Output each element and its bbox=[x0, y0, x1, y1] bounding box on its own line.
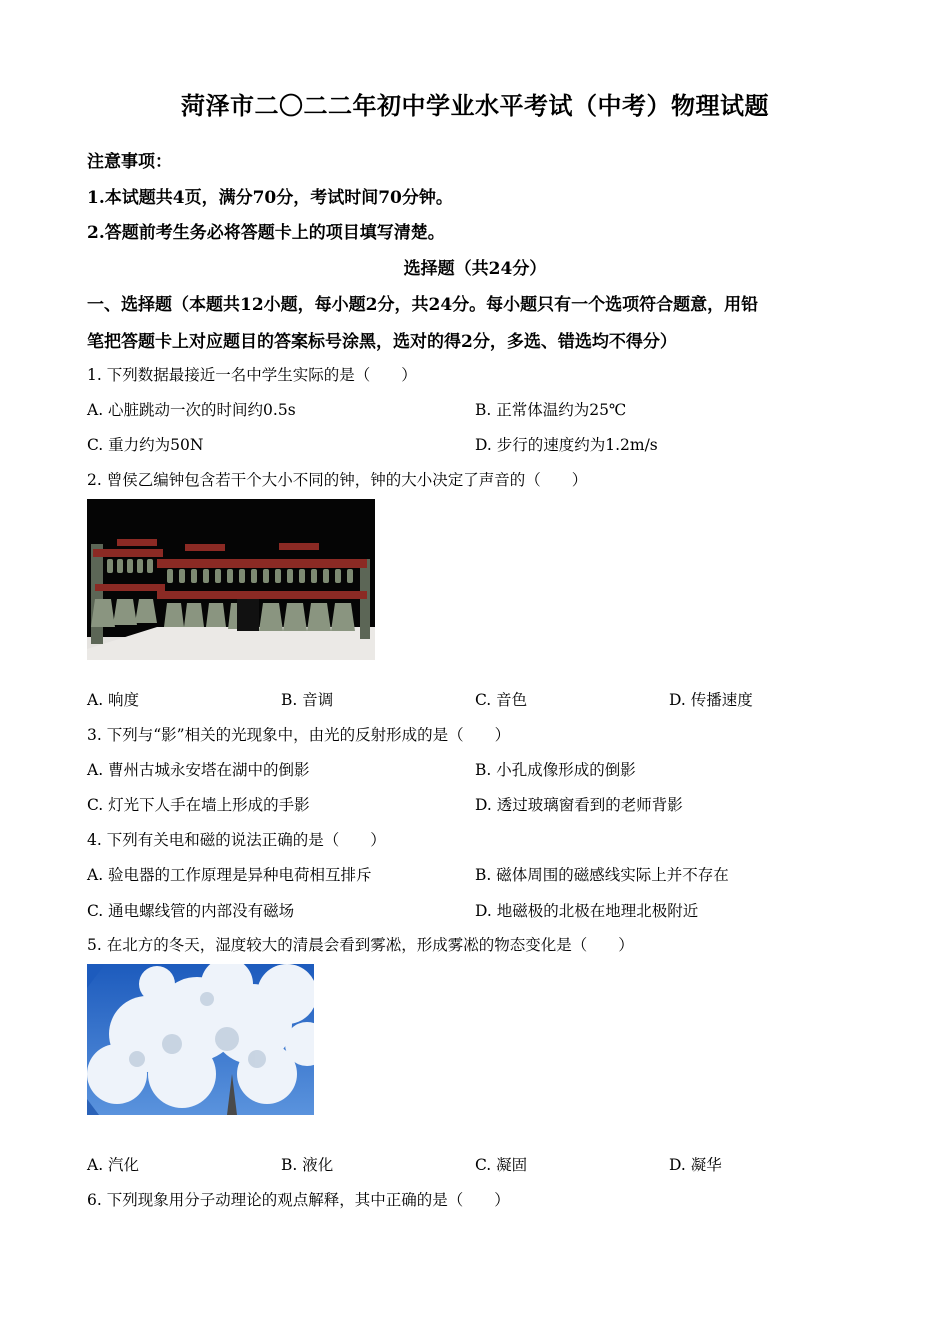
chime-bells-photo bbox=[87, 499, 375, 660]
question-4-stem: 4. 下列有关电和磁的说法正确的是（ ） bbox=[87, 831, 386, 849]
section-title: 选择题（共24分） bbox=[403, 259, 547, 279]
question-6-stem: 6. 下列现象用分子动理论的观点解释，其中正确的是（ ） bbox=[87, 1191, 510, 1209]
q5-option-a: A. 汽化 bbox=[87, 1156, 140, 1174]
q3-option-a: A. 曹州古城永安塔在湖中的倒影 bbox=[87, 761, 310, 779]
q4-option-a: A. 验电器的工作原理是异种电荷相互排斥 bbox=[87, 866, 372, 884]
q5-option-d: D. 凝华 bbox=[669, 1156, 722, 1174]
question-5-stem: 5. 在北方的冬天，湿度较大的清晨会看到雾凇，形成雾凇的物态变化是（ ） bbox=[87, 936, 634, 954]
note-item-2: 2.答题前考生务必将答题卡上的项目填写清楚。 bbox=[87, 223, 445, 243]
q3-option-d: D. 透过玻璃窗看到的老师背影 bbox=[475, 796, 683, 814]
q3-option-b: B. 小孔成像形成的倒影 bbox=[475, 761, 636, 779]
q4-option-d: D. 地磁极的北极在地理北极附近 bbox=[475, 902, 699, 920]
page-title: 菏泽市二〇二二年初中学业水平考试（中考）物理试题 bbox=[181, 91, 769, 120]
q2-option-a: A. 响度 bbox=[87, 691, 140, 709]
q2-option-d: D. 传播速度 bbox=[669, 691, 753, 709]
q5-option-b: B. 液化 bbox=[281, 1156, 334, 1174]
question-1-stem: 1. 下列数据最接近一名中学生实际的是（ ） bbox=[87, 366, 417, 384]
q1-option-d: D. 步行的速度约为1.2m/s bbox=[475, 436, 658, 454]
q1-option-b: B. 正常体温约为25℃ bbox=[475, 401, 627, 419]
q1-option-a: A. 心脏跳动一次的时间约0.5s bbox=[87, 401, 296, 419]
notes-heading: 注意事项： bbox=[87, 152, 172, 172]
q4-option-b: B. 磁体周围的磁感线实际上并不存在 bbox=[475, 866, 729, 884]
note-item-1: 1.本试题共4页，满分70分，考试时间70分钟。 bbox=[87, 188, 453, 208]
section-intro-line-2: 笔把答题卡上对应题目的答案标号涂黑，选对的得2分，多选、错选均不得分） bbox=[87, 332, 677, 352]
question-2-stem: 2. 曾侯乙编钟包含若干个大小不同的钟，钟的大小决定了声音的（ ） bbox=[87, 471, 588, 489]
q2-option-b: B. 音调 bbox=[281, 691, 334, 709]
rime-frost-photo bbox=[87, 964, 314, 1115]
q5-option-c: C. 凝固 bbox=[475, 1156, 528, 1174]
q1-option-c: C. 重力约为50N bbox=[87, 436, 204, 454]
section-intro-line-1: 一、选择题（本题共12小题，每小题2分，共24分。每小题只有一个选项符合题意，用铅 bbox=[87, 295, 759, 315]
q4-option-c: C. 通电螺线管的内部没有磁场 bbox=[87, 902, 295, 920]
q2-option-c: C. 音色 bbox=[475, 691, 528, 709]
q3-option-c: C. 灯光下人手在墙上形成的手影 bbox=[87, 796, 310, 814]
question-3-stem: 3. 下列与“影”相关的光现象中，由光的反射形成的是（ ） bbox=[87, 726, 511, 744]
